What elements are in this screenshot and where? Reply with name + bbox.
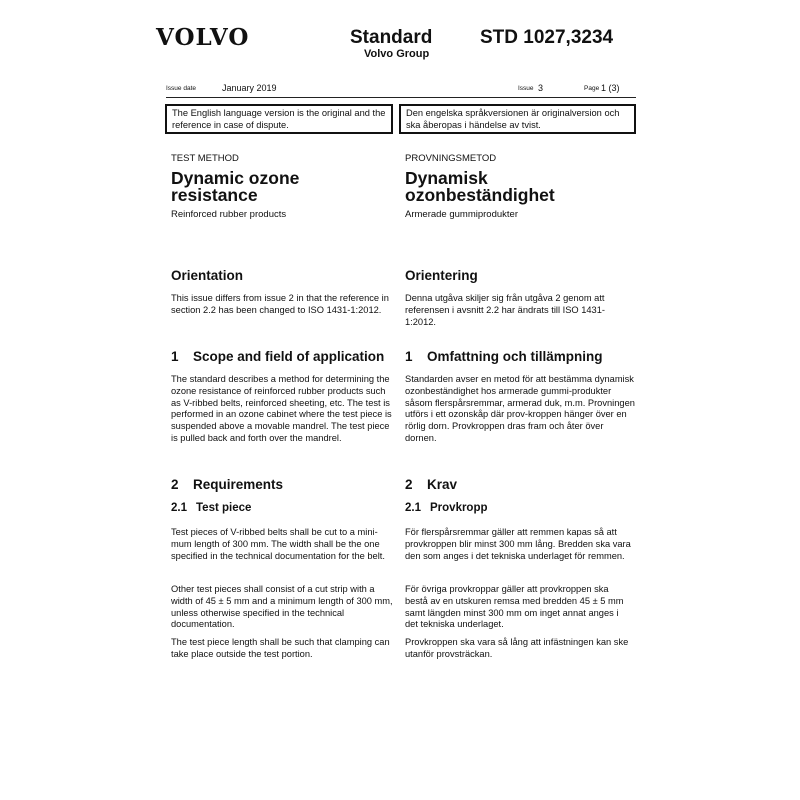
en-section-2-1-para-1: Test pieces of V-ribbed belts shall be cut to a mini-mum length of 300 mm. The width shall be the one specified in the technical documentation for the belt. <box>171 527 385 561</box>
en-section-1-number: 1 <box>171 349 179 364</box>
sv-section-2-1-title: Provkropp <box>430 502 488 514</box>
sv-section-1-heading <box>405 349 645 364</box>
issue-date: January 2019 <box>222 83 277 93</box>
issue-info-row <box>166 81 636 98</box>
en-section-1-title: Scope and field of application <box>193 349 385 364</box>
en-orientation-heading: Orientation <box>171 268 244 283</box>
en-section-2-1-title: Test piece <box>196 502 252 514</box>
en-section-2-1-para-3: The test piece length shall be such that clamping can take place outside the test portion. <box>171 637 390 659</box>
sv-category: PROVNINGSMETOD <box>405 153 497 164</box>
standard-number: STD 1027,3234 <box>480 27 614 48</box>
sv-orientation-text: Denna utgåva skiljer sig från utgåva 2 genom att referensen i avsnitt 2.2 har ändrats till ISO 1431-1:2012. <box>405 293 605 327</box>
en-title <box>171 170 407 204</box>
en-section-1-heading <box>171 349 411 364</box>
en-orientation-text: This issue differs from issue 2 in that the reference in section 2.2 has been changed to ISO 1431-1:2012. <box>171 293 389 315</box>
sv-section-2-1-para-2: För övriga provkroppar gäller att provkroppen ska bestå av en utskuren remsa med bredden 45 ± 5 mm samt längden minst 300 mm om inget annat anges i det tekniska underlaget. <box>405 584 624 630</box>
issue-number: 3 <box>538 83 544 93</box>
en-title-line2: resistance <box>171 185 258 205</box>
page-number: 1 (3) <box>601 83 620 93</box>
notice-swedish: Den engelska språkversionen är originalversion och ska åberopas i händelse av tvist. <box>399 104 636 134</box>
en-section-2-number: 2 <box>171 477 179 492</box>
document-type: Standard <box>350 27 433 48</box>
volvo-logo: VOLVO <box>156 24 250 51</box>
sv-section-2-1-heading <box>405 502 641 514</box>
en-section-2-heading <box>171 477 407 492</box>
en-title-line1: Dynamic ozone <box>171 168 300 188</box>
sv-subtitle: Armerade gummiprodukter <box>405 209 518 220</box>
en-section-2-1-para-2: Other test pieces shall consist of a cut strip with a width of 45 ± 5 mm and a minimum length of 300 mm, unless otherwise specified in the technical documentation. <box>171 584 393 630</box>
sv-section-2-heading <box>405 477 641 492</box>
sv-section-1-text: Standarden avser en metod för att bestämma dynamisk ozonbeständighet hos armerade gummi-produkter såsom flerspårsremmar, armerad duk, m.m. Provningen utförs i ett ozonskåp där prov-kroppen hänger över en rörlig dorn. Provkroppen dras fram och åter över dornen. <box>405 374 635 443</box>
sv-title-line1: Dynamisk <box>405 168 488 188</box>
sv-section-2-1-number: 2.1 <box>405 502 421 514</box>
en-section-1-text: The standard describes a method for determining the ozone resistance of reinforced rubber products such as V-ribbed belts, reinforced sheeting, etc. The test is performed in an ozone cabinet where the test piece is suspended above a movable mandrel. The test piece is pulled back and forth over the mandrel. <box>171 374 392 443</box>
sv-section-1-title: Omfattning och tillämpning <box>427 349 603 364</box>
page-label: Page <box>584 85 600 92</box>
sv-section-1-number: 1 <box>405 349 413 364</box>
en-section-2-title: Requirements <box>193 477 284 492</box>
sv-section-2-number: 2 <box>405 477 413 492</box>
sv-section-2-title: Krav <box>427 477 458 492</box>
issue-label: Issue <box>518 85 534 92</box>
sv-section-2-1-para-3: Provkroppen ska vara så lång att infästningen kan ske utanför provsträckan. <box>405 637 629 659</box>
notice-english: The English language version is the original and the reference in case of dispute. <box>165 104 393 134</box>
sv-title-line2: ozonbeständighet <box>405 185 555 205</box>
sv-orientation-heading: Orientering <box>405 268 478 283</box>
sv-title <box>405 170 641 204</box>
en-category: TEST METHOD <box>171 153 239 164</box>
en-section-2-1-heading <box>171 502 407 514</box>
sv-section-2-1-para-1: För flerspårsremmar gäller att remmen kapas så att provkroppen blir minst 300 mm lång. Bredden ska vara den som anges i det tekniska underlaget för remmen. <box>405 527 631 561</box>
en-section-2-1-number: 2.1 <box>171 502 187 514</box>
en-subtitle: Reinforced rubber products <box>171 209 287 220</box>
organization: Volvo Group <box>364 48 430 60</box>
issue-date-label: Issue date <box>166 85 196 92</box>
